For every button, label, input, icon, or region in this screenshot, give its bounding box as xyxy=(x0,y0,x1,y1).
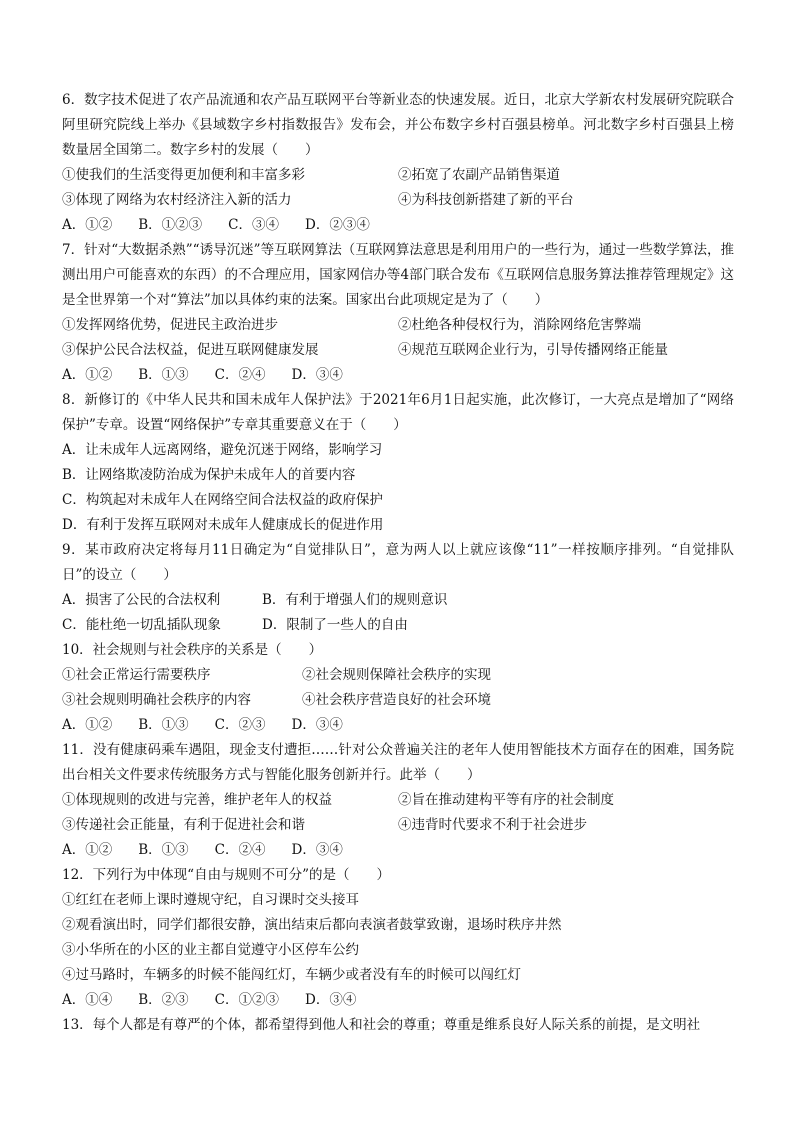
answer-choices xyxy=(62,213,734,238)
answer-choices xyxy=(62,363,734,388)
option-item: ④过马路时，车辆多的时候不能闯红灯，车辆少或者没有车的时候可以闯红灯 xyxy=(62,967,521,983)
question-12 xyxy=(62,863,734,1013)
option-item: ②旨在推动建构平等有序的社会制度 xyxy=(398,792,614,808)
answer-choices xyxy=(62,838,734,863)
option-row xyxy=(62,813,734,838)
question-stem: 11．没有健康码乘车遇阻，现金支付遭拒……针对公众普遍关注的老年人使用智能技术方面存在的困难，国务院出台相关文件要求传统服务方式与智能化服务创新并行。此举（ ） xyxy=(62,742,734,783)
option-item: ②观看演出时，同学们都很安静，演出结束后都向表演者鼓掌致谢，退场时秩序井然 xyxy=(62,917,562,933)
choice-a: A．①② xyxy=(62,717,113,733)
option-item: ④违背时代要求不利于社会进步 xyxy=(398,817,587,833)
option-item: ①体现规则的改进与完善，维护老年人的权益 xyxy=(62,792,332,808)
choice-d: D．③④ xyxy=(305,992,357,1008)
choice-d: D．③④ xyxy=(291,717,343,733)
choice-d: D．③④ xyxy=(291,367,343,383)
choice-d: D．有利于发挥互联网对未成年人健康成长的促进作用 xyxy=(62,517,384,533)
option-item: ③传递社会正能量，有利于促进社会和谐 xyxy=(62,817,305,833)
choice-b: B．让网络欺凌防治成为保护未成年人的首要内容 xyxy=(62,467,356,483)
question-9 xyxy=(62,538,734,638)
choice-b: B．①③ xyxy=(138,717,189,733)
option-item: ①社会正常运行需要秩序 xyxy=(62,667,211,683)
exam-page xyxy=(62,88,734,1038)
choice-c: C．构筑起对未成年人在网络空间合法权益的政府保护 xyxy=(62,492,383,508)
question-stem: 7．针对“大数据杀熟”“诱导沉迷”等互联网算法（互联网算法意思是利用用户的一些行为，通过一些数学算法，推测出用户可能喜欢的东西）的不合理应用，国家网信办等4部门联合发布《互联网信息服务算法推荐管理规定》这是全世界第一个对“算法”加以具体约束的法案。国家出台此项规定是为了（ ） xyxy=(62,242,734,308)
option-item: ③小华所在的小区的业主都自觉遵守小区停车公约 xyxy=(62,942,359,958)
choice-c: C．②④ xyxy=(214,367,266,383)
choice-a: A．①④ xyxy=(62,992,113,1008)
option-item: ③社会规则明确社会秩序的内容 xyxy=(62,692,251,708)
choice-a: A．让未成年人远离网络，避免沉迷于网络，影响学习 xyxy=(62,442,383,458)
option-item: ③保护公民合法权益，促进互联网健康发展 xyxy=(62,342,319,358)
question-stem: 8．新修订的《中华人民共和国未成年人保护法》于2021年6月1日起实施，此次修订，一大亮点是增加了“网络保护”专章。设置“网络保护”专章其重要意义在于（ ） xyxy=(62,392,734,433)
option-row xyxy=(62,663,734,688)
choice-b: B．有利于增强人们的规则意识 xyxy=(262,592,448,608)
option-row xyxy=(62,613,734,638)
option-row xyxy=(62,163,734,188)
choice-a: A．①② xyxy=(62,367,113,383)
option-item: ①使我们的生活变得更加便利和丰富多彩 xyxy=(62,167,305,183)
question-stem: 13．每个人都是有尊严的个体，都希望得到他人和社会的尊重；尊重是维系良好人际关系的前提，是文明社 xyxy=(62,1017,701,1033)
question-11 xyxy=(62,738,734,863)
question-7 xyxy=(62,238,734,388)
answer-choices xyxy=(62,988,734,1013)
option-row xyxy=(62,788,734,813)
choice-c: C．②③ xyxy=(214,717,266,733)
choice-d: D．限制了一些人的自由 xyxy=(262,617,408,633)
option-item: ①红红在老师上课时遵规守纪，自习课时交头接耳 xyxy=(62,892,359,908)
option-item: ②杜绝各种侵权行为，消除网络危害弊端 xyxy=(398,317,641,333)
choice-b: B．①③ xyxy=(138,367,189,383)
question-8 xyxy=(62,388,734,538)
question-10 xyxy=(62,638,734,738)
choice-d: D．③④ xyxy=(291,842,343,858)
option-row xyxy=(62,313,734,338)
choice-c: C．②④ xyxy=(214,842,266,858)
question-6 xyxy=(62,88,734,238)
option-item: ②拓宽了农副产品销售渠道 xyxy=(398,167,560,183)
choice-b: B．①②③ xyxy=(138,217,203,233)
choice-a: A．①② xyxy=(62,842,113,858)
option-row xyxy=(62,338,734,363)
choice-a: A．①② xyxy=(62,217,113,233)
question-13 xyxy=(62,1013,734,1038)
choice-b: B．②③ xyxy=(138,992,189,1008)
option-item: ④为科技创新搭建了新的平台 xyxy=(398,192,574,208)
option-item: ③体现了网络为农村经济注入新的活力 xyxy=(62,192,292,208)
choice-c: C．③④ xyxy=(228,217,280,233)
choice-b: B．①③ xyxy=(138,842,189,858)
option-row xyxy=(62,188,734,213)
question-stem: 6．数字技术促进了农产品流通和农产品互联网平台等新业态的快速发展。近日，北京大学新农村发展研究院联合阿里研究院线上举办《县域数字乡村指数报告》发布会，并公布数字乡村百强县榜单。河北数字乡村百强县上榜数量居全国第二。数字乡村的发展（ ） xyxy=(62,92,734,158)
answer-choices xyxy=(62,713,734,738)
question-stem: 9．某市政府决定将每月11日确定为“自觉排队日”，意为两人以上就应该像“11”一样按顺序排列。“自觉排队日”的设立（ ） xyxy=(62,542,734,583)
option-row xyxy=(62,588,734,613)
question-stem: 12．下列行为中体现“自由与规则不可分”的是（ ） xyxy=(62,867,390,883)
option-item: ④社会秩序营造良好的社会环境 xyxy=(302,692,491,708)
option-item: ④规范互联网企业行为，引导传播网络正能量 xyxy=(398,342,668,358)
option-item: ①发挥网络优势，促进民主政治进步 xyxy=(62,317,278,333)
option-item: ②社会规则保障社会秩序的实现 xyxy=(302,667,491,683)
choice-c: C．①②③ xyxy=(214,992,280,1008)
choice-d: D．②③④ xyxy=(305,217,370,233)
choice-c: C．能杜绝一切乱插队现象 xyxy=(62,617,221,633)
question-stem: 10．社会规则与社会秩序的关系是（ ） xyxy=(62,642,323,658)
choice-a: A．损害了公民的合法权利 xyxy=(62,592,221,608)
option-row xyxy=(62,688,734,713)
